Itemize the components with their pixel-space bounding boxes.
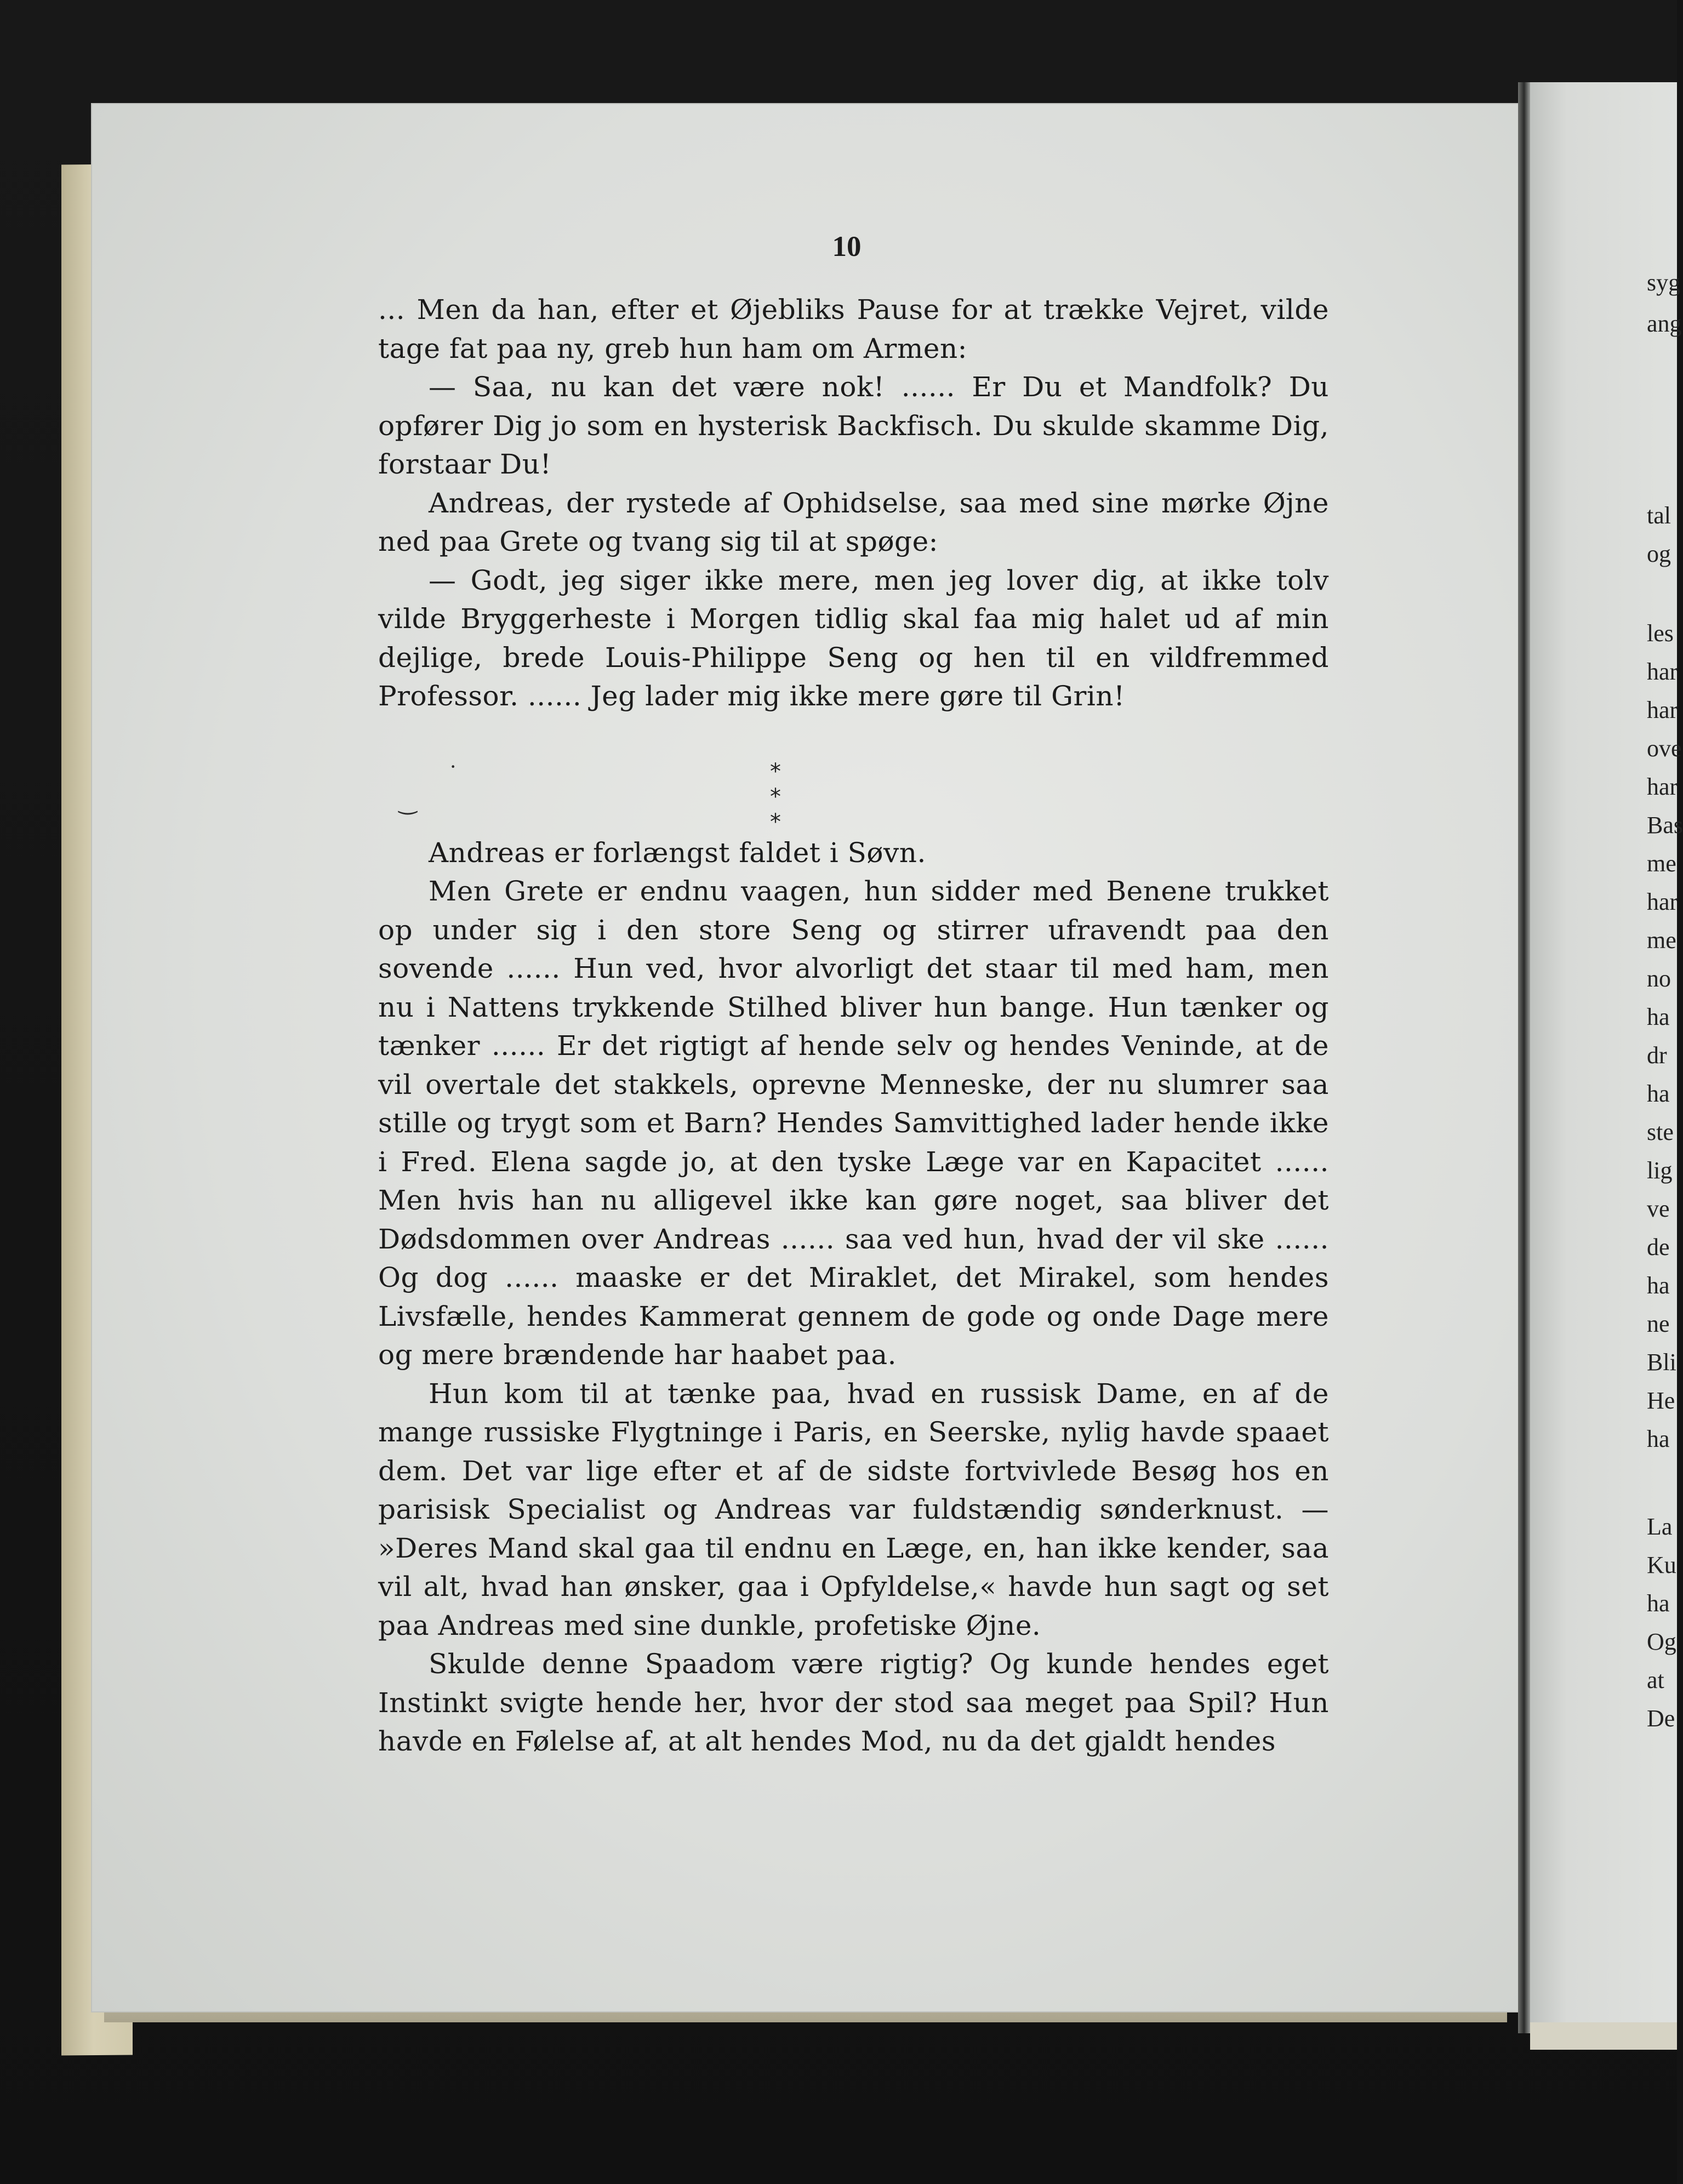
facing-page-fragment: les — [1647, 620, 1674, 647]
facing-page-fragment: ha — [1647, 1003, 1670, 1030]
facing-page-fragment: ang — [1647, 310, 1682, 337]
facing-page-fragment: har — [1647, 658, 1678, 685]
facing-page-fragment: ha — [1647, 1590, 1670, 1617]
facing-page-fragment: ha — [1647, 1272, 1670, 1299]
facing-page-fragment: Bas — [1647, 812, 1683, 839]
facing-page-fragment: syg — [1647, 269, 1681, 296]
paragraph: Skulde denne Spaadom være rigtig? Og kunde hendes eget Instinkt svigte hende her, hvor der stod saa meget paa Spil? Hun havde en Følelse af, at alt hendes Mod, nu da det gjaldt hendes — [378, 1648, 1329, 1757]
facing-page-fragment: Ku — [1647, 1552, 1676, 1578]
facing-page-fragment: at — [1647, 1667, 1664, 1693]
facing-page-fragment: ne — [1647, 1310, 1670, 1337]
facing-page-text-fragments — [1647, 0, 1683, 2184]
facing-page-fragment: Bli — [1647, 1349, 1676, 1376]
facing-page-fragment: de — [1647, 1234, 1670, 1261]
facing-page-fragment: La — [1647, 1513, 1673, 1540]
facing-page-fragment: har — [1647, 773, 1678, 800]
facing-page-fragment: ove — [1647, 735, 1682, 762]
page-text — [378, 290, 1329, 1761]
facing-page-fragment: me — [1647, 850, 1676, 877]
paragraph: Men Grete er endnu vaagen, hun sidder med Benene trukket op under sig i den store Seng og stirrer ufravendt paa den sovende ...... Hun ved, hvor alvorligt det staar til med ham, men nu i Nattens trykkende Stilhed bliver hun bange. Hun tænker og tænker ...... Er det rigtigt af hende selv og hendes Veninde, at de vil overtale det stakkels, oprevne Menneske, der nu slumrer saa stille og trygt som et Barn? Hendes Samvittighed lader hende ikke i Fred. Elena sagde jo, at den tyske Læge var en Kapacitet ...... Men hvis han nu alligevel ikke kan gøre noget, saa bliver det Dødsdommen over Andreas ...... saa ved hun, hvad der vil ske ...... Og dog ...... maaske er det Miraklet, det Mirakel, som hendes Livsfælle, hendes Kammerat gennem de gode og onde Dage mere og mere brændende har haabet paa. — [378, 875, 1329, 1371]
paragraph: Andreas, der rystede af Ophidselse, saa med sine mørke Øjne ned paa Grete og tvang sig til at spøge: — [378, 487, 1329, 557]
book-gutter — [1518, 82, 1530, 2033]
facing-page-fragment: ha — [1647, 1080, 1670, 1107]
facing-page-fragment: og — [1647, 540, 1671, 567]
facing-page-fragment: har — [1647, 697, 1678, 723]
facing-page-fragment: me — [1647, 927, 1676, 954]
facing-page-fragment: He — [1647, 1387, 1675, 1414]
facing-page-fragment: ve — [1647, 1195, 1670, 1222]
facing-page-fragment: ste — [1647, 1119, 1674, 1145]
facing-page-fragment: De — [1647, 1705, 1675, 1732]
paragraph: ... Men da han, efter et Øjebliks Pause for at trække Vejret, vilde tage fat paa ny, greb hun ham om Armen: — [378, 294, 1329, 364]
facing-page-fragment: lig — [1647, 1157, 1673, 1184]
facing-page-fragment: dr — [1647, 1042, 1667, 1069]
facing-page-fragment: no — [1647, 965, 1671, 992]
section-break-ornament: * * * — [770, 759, 863, 835]
facing-page-fragment: tal — [1647, 502, 1671, 529]
paragraph: — Godt, jeg siger ikke mere, men jeg lover dig, at ikke tolv vilde Bryggerheste i Morgen tidlig skal faa mig halet ud af min dejlige, brede Louis-Philippe Seng og hen til en vildfremmed Professor. ...... Jeg lader mig ikke mere gøre til Grin! — [378, 564, 1329, 712]
paragraph: — Saa, nu kan det være nok! ...... Er Du et Mandfolk? Du opfører Dig jo som en hysterisk Backfisch. Du skulde skamme Dig, forstaar Du! — [378, 371, 1329, 480]
ink-mark: · — [449, 754, 457, 779]
page-number: 10 — [832, 231, 862, 263]
facing-page-fragment: Og — [1647, 1628, 1676, 1655]
paragraph: Hun kom til at tænke paa, hvad en russisk Dame, en af de mange russiske Flygtninge i Paris, en Seerske, nylig havde spaaet dem. Det var lige efter et af de sidste fortvivlede Besøg hos en parisisk Specialist og Andreas var fuldstændig sønderknust. — »Deres Mand skal gaa til endnu en Læge, en, han ikke kender, saa vil alt, hvad han ønsker, gaa i Opfyldelse,« havde hun sagt og set paa Andreas med sine dunkle, profetiske Øjne. — [378, 1377, 1329, 1641]
paragraph: Andreas er forlængst faldet i Søvn. — [429, 836, 926, 869]
facing-page-fragment: har — [1647, 888, 1678, 915]
facing-page-fragment: ha — [1647, 1425, 1670, 1452]
ink-mark: ‿ — [399, 790, 417, 814]
